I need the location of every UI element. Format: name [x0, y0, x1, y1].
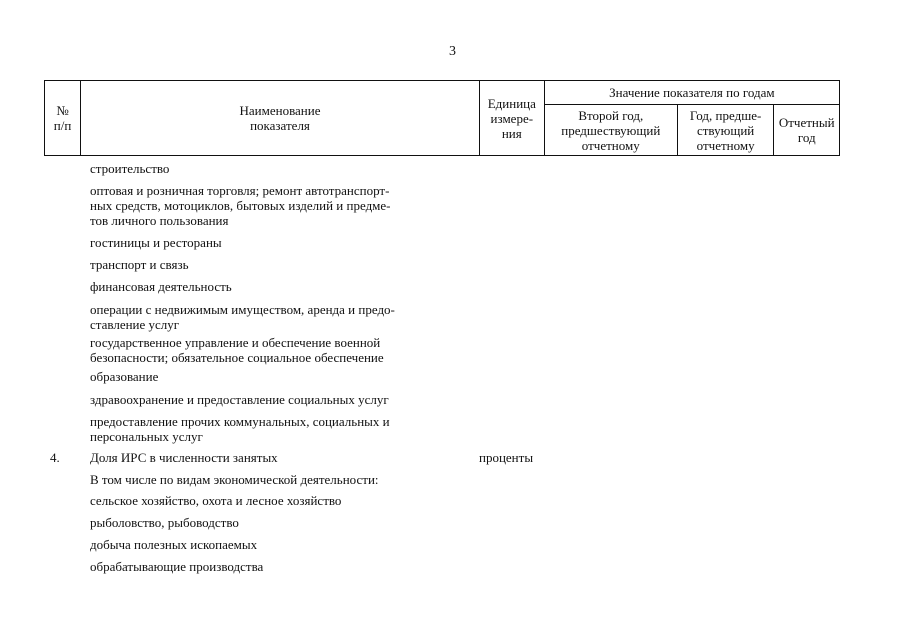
table-row-label [90, 493, 341, 508]
row-text-line: ных средств, мотоциклов, бытовых изделий и предме- [90, 198, 391, 213]
table-row-label [90, 537, 257, 552]
header-text: п/п [53, 118, 72, 133]
row-text-line: строительство [90, 161, 170, 176]
header-text: Единица [487, 95, 536, 111]
table-row-label [90, 515, 239, 530]
header-col-year1 [677, 105, 774, 156]
header-text: ния [501, 125, 522, 141]
header-col-values-group: Значение показателя по годам [544, 81, 839, 105]
header-col-year2 [544, 105, 677, 156]
table-row-label [90, 414, 390, 444]
row-text-line: государственное управление и обеспечение военной [90, 335, 381, 350]
header-text: Второй год, [578, 107, 644, 123]
header-text: измере- [490, 110, 534, 126]
header-col-name [81, 81, 480, 156]
header-text: отчетному [696, 137, 755, 153]
row-text-line: здравоохранение и предоставление социальных услуг [90, 392, 389, 407]
header-text: Год, предше- [689, 107, 762, 123]
header-text: № [56, 103, 69, 118]
table-row-label [90, 161, 169, 176]
row-text-line: предоставление прочих коммунальных, социальных и [90, 414, 390, 429]
row-text-line: безопасности; обязательное социальное обеспечение [90, 350, 384, 365]
row-text-line: В том числе по видам экономической деятельности: [90, 472, 379, 487]
table-row-label [90, 392, 389, 407]
table-row-label [90, 257, 189, 272]
header-text: отчетному [581, 137, 640, 153]
row-text-line: рыболовство, рыбоводство [90, 515, 239, 530]
header-text: Отчетный [778, 115, 835, 130]
row-text-line: тов личного пользования [90, 213, 229, 228]
header-text: предшествующий [561, 122, 661, 138]
table-row-label [90, 183, 391, 228]
header-text: показателя [250, 118, 310, 133]
header-text: ствующий [696, 122, 755, 138]
row-text-line: Доля ИРС в численности занятых [90, 450, 278, 465]
row-text-line: гостиницы и рестораны [90, 235, 222, 250]
table-row-label [90, 235, 222, 250]
table-row-label [90, 472, 379, 487]
row-text-line: операции с недвижимым имуществом, аренда и предо- [90, 302, 395, 317]
table-header [44, 80, 840, 156]
header-col-unit [479, 81, 544, 156]
table-row-label [90, 450, 278, 465]
table-row-label [90, 369, 158, 384]
table-row-label [90, 559, 263, 574]
header-text: год [797, 130, 816, 145]
row-text-line: ставление услуг [90, 317, 180, 332]
row-number: 4. [50, 450, 60, 465]
row-text-line: сельское хозяйство, охота и лесное хозяйство [90, 493, 342, 508]
row-text-line: добыча полезных ископаемых [90, 537, 258, 552]
table-row-label [90, 279, 232, 294]
header-col-report [774, 105, 840, 156]
page-number: 3 [449, 44, 456, 59]
row-text-line: транспорт и связь [90, 257, 189, 272]
row-text-line: оптовая и розничная торговля; ремонт автотранспорт- [90, 183, 390, 198]
header-col-number [45, 81, 81, 156]
row-text-line: персональных услуг [90, 429, 203, 444]
row-text-line: обрабатывающие производства [90, 559, 264, 574]
table-row-label [90, 302, 395, 332]
row-text-line: финансовая деятельность [90, 279, 232, 294]
header-text: Наименование [239, 103, 321, 118]
row-unit: проценты [479, 450, 534, 465]
row-text-line: образование [90, 369, 159, 384]
table-row-label [90, 335, 384, 365]
